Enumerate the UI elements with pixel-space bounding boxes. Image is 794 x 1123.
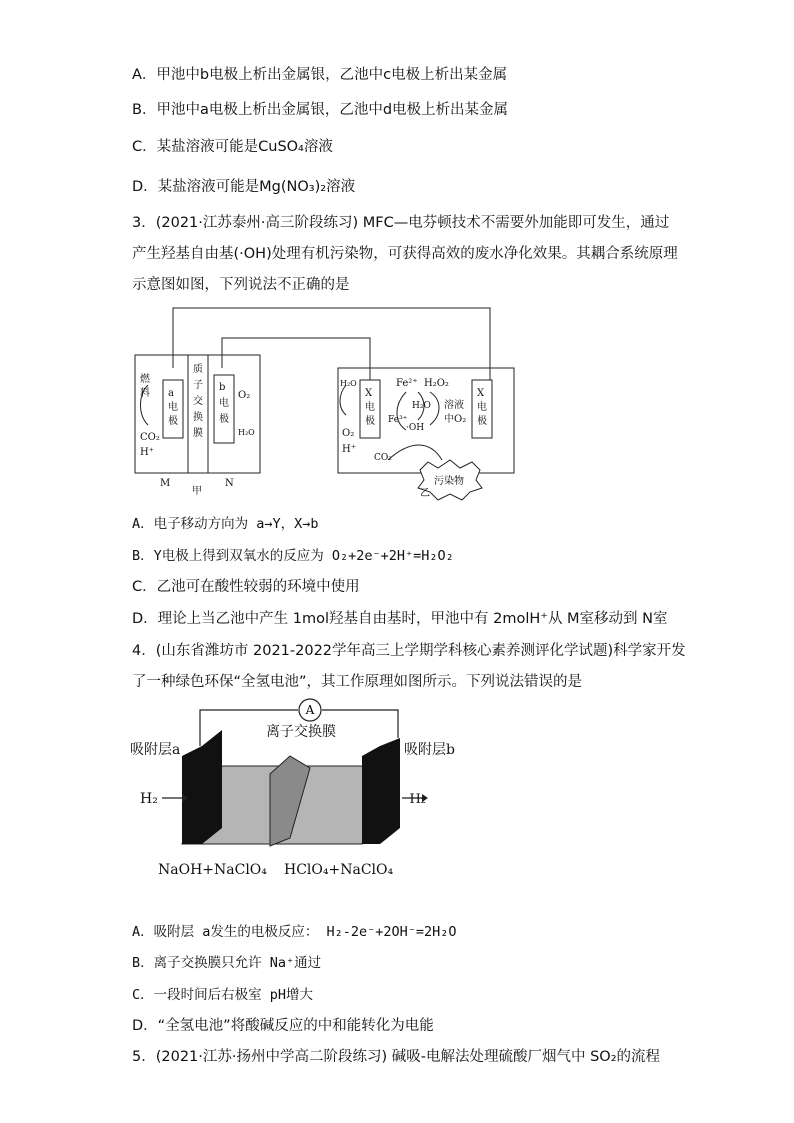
adsorption-layer-a	[202, 730, 222, 844]
q4-hydrogen-battery-diagram	[130, 698, 455, 888]
svg-text:X: X	[365, 388, 373, 399]
svg-text:电: 电	[219, 398, 229, 409]
q3-mfc-diagram	[130, 300, 530, 500]
label-o2-right: O₂	[342, 428, 355, 439]
label-h2o-right: H₂O	[340, 379, 357, 388]
ammeter-label: A	[305, 703, 315, 717]
inner-wire	[222, 338, 370, 380]
q4-stem-line-1: 4．(山东省潍坊市 2021-2022学年高三上学期学科核心素养测评化学试题)科学家开发	[132, 643, 686, 659]
label-o2-left: O₂	[238, 390, 251, 401]
q2-option-c: C．某盐溶液可能是CuSO₄溶液	[132, 139, 333, 155]
q3-stem-line-2: 产生羟基自由基(·OH)处理有机污染物，可获得高效的废水净化效果。其耦合系统原理	[132, 246, 678, 262]
q4-option-c: C．一段时间后右极室 pH增大	[132, 987, 314, 1003]
svg-text:质: 质	[193, 364, 203, 375]
label-h2o-left: H₂O	[238, 428, 255, 437]
label-fuel-1: 燃	[140, 374, 150, 385]
svg-text:交: 交	[193, 396, 203, 407]
q4-option-d: D．“全氢电池”将酸碱反应的中和能转化为电能	[132, 1018, 434, 1034]
label-h2-in: H₂	[140, 791, 158, 807]
q3-stem-line-3: 示意图如图，下列说法不正确的是	[132, 277, 350, 293]
svg-text:极: 极	[168, 416, 178, 427]
label-right-solution: HClO₄+NaClO₄	[284, 862, 394, 878]
adsorption-layer-b	[380, 738, 400, 844]
label-h-left: H⁺	[140, 447, 154, 458]
svg-text:极: 极	[477, 416, 487, 427]
label-fe3: Fe³⁺	[388, 415, 408, 425]
svg-text:电: 电	[477, 402, 487, 413]
q4-option-b: B．离子交换膜只允许 Na⁺通过	[132, 955, 322, 971]
q5-stem: 5．(2021·江苏·扬州中学高二阶段练习) 碱吸-电解法处理硫酸厂烟气中 SO₂的流程	[132, 1049, 661, 1065]
q2-option-b: B．甲池中a电极上析出金属银，乙池中d电极上析出某金属	[132, 102, 509, 118]
q4-stem-line-2: 了一种绿色环保“全氢电池”，其工作原理如图所示。下列说法错误的是	[132, 674, 583, 690]
label-left-solution: NaOH+NaClO₄	[158, 862, 267, 878]
q2-option-d: D．某盐溶液可能是Mg(NO₃)₂溶液	[132, 179, 356, 195]
q3-stem-line-1: 3．(2021·江苏泰州·高三阶段练习) MFC—电芬顿技术不需要外加能即可发生，通过	[132, 215, 670, 231]
label-pollutant: 污染物	[434, 476, 464, 487]
label-co2-left: CO₂	[140, 432, 160, 443]
label-h2o-mid: H₂O	[412, 401, 431, 411]
q3-option-d: D．理论上当乙池中产生 1mol羟基自由基时，甲池中有 2molH⁺从 M室移动到 N室	[132, 611, 668, 627]
svg-text:电: 电	[365, 402, 375, 413]
label-fe2: Fe²⁺	[396, 378, 418, 389]
label-n: N	[225, 478, 234, 489]
label-h-right: H⁺	[342, 444, 356, 455]
label-layer-a: 吸附层a	[130, 742, 181, 758]
svg-text:极: 极	[219, 414, 229, 425]
label-a-1: a	[168, 388, 174, 399]
svg-text:膜: 膜	[193, 428, 203, 439]
q2-option-a: A．甲池中b电极上析出金属银，乙池中c电极上析出某金属	[132, 67, 508, 83]
label-layer-b: 吸附层b	[404, 742, 455, 758]
svg-text:中O₂: 中O₂	[444, 414, 467, 425]
q3-option-b: B．Y电极上得到双氧水的反应为 O₂+2e⁻+2H⁺=H₂O₂	[132, 548, 454, 564]
svg-text:电: 电	[168, 402, 178, 413]
label-h2-out: H₂	[409, 792, 426, 807]
label-co2-right: CO₂	[374, 453, 392, 463]
outer-wire	[173, 308, 490, 380]
q3-option-c: C．乙池可在酸性较弱的环境中使用	[132, 579, 360, 595]
svg-text:b: b	[219, 382, 226, 393]
svg-text:换: 换	[193, 412, 203, 423]
label-jia: 甲	[192, 486, 202, 497]
q4-option-a: A．吸附层 a发生的电极反应： H₂-2e⁻+2OH⁻=2H₂O	[132, 924, 457, 940]
label-membrane: 离子交换膜	[266, 724, 336, 740]
q3-option-a: A．电子移动方向为 a→Y，X→b	[132, 516, 319, 532]
label-h2o2: H₂O₂	[424, 378, 449, 389]
svg-text:溶液: 溶液	[444, 400, 464, 411]
label-fuel-2: 料	[140, 388, 150, 399]
label-m: M	[160, 478, 171, 489]
svg-text:X: X	[477, 388, 485, 399]
label-oh: ·OH	[406, 423, 425, 433]
svg-text:极: 极	[365, 416, 375, 427]
svg-text:子: 子	[193, 380, 203, 391]
label-yi: 乙	[420, 488, 430, 499]
